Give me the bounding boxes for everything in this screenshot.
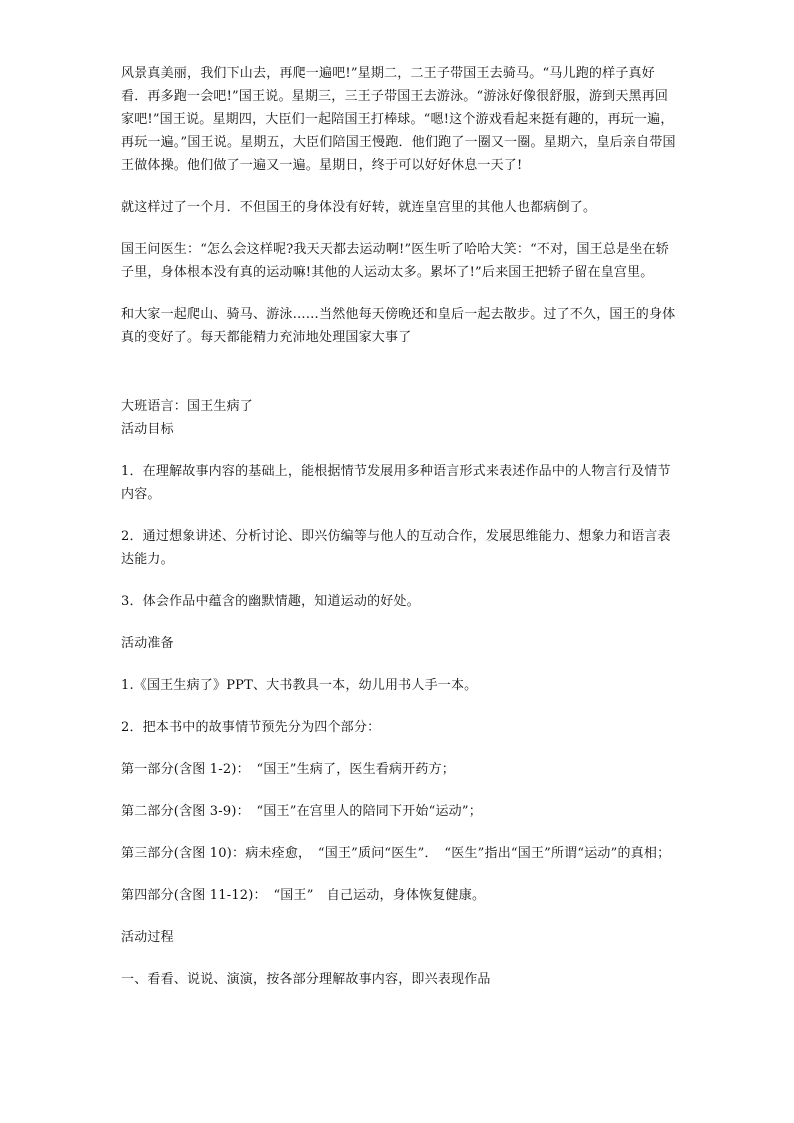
- story-paragraph-2: 就这样过了一个月．不但国王的身体没有好转，就连皇宫里的其他人也都病倒了。: [121, 200, 597, 215]
- goals-heading: 活动目标: [121, 422, 174, 437]
- process-step-1: 一、看看、说说、演演，按各部分理解故事内容，即兴表现作品: [121, 972, 491, 987]
- story-part-1: 第一部分(含图 1-2)： “国王”生病了，医生看病开药方；: [121, 762, 456, 777]
- goal-item-1: 1．在理解故事内容的基础上，能根据情节发展用多种语言形式来表述作品中的人物言行及情节内容。: [121, 464, 671, 502]
- story-part-3: 第三部分(含图 10)：病未痊愈， “国王”质问“医生”． “医生”指出“国王”所谓“运动”的真相；: [121, 846, 671, 861]
- story-part-4: 第四部分(含图 11-12)： “国王” 自己运动，身体恢复健康。: [121, 888, 486, 903]
- prep-heading: 活动准备: [121, 636, 174, 651]
- story-paragraph-1: 风景真美丽，我们下山去，再爬一遍吧!”星期二，二王子带国王去骑马。“马儿跑的样子真好看．再多跑一会吧!”国王说。星期三，三王子带国王去游泳。“游泳好像很舒服，游到天黑再回家吧!”国王说。星期四，大臣们一起陪国王打棒球。“嗯!这个游戏看起来挺有趣的，再玩一遍，再玩一遍。”国王说。星期五，大臣们陪国王慢跑．他们跑了一圈又一圈。星期六，皇后亲自带国王做体操。他们做了一遍又一遍。星期日，终于可以好好休息一天了!: [121, 66, 676, 173]
- goal-item-3: 3．体会作品中蕴含的幽默情趣，知道运动的好处。: [121, 594, 420, 609]
- story-part-2: 第二部分(含图 3-9)： “国王”在宫里人的陪同下开始“运动”；: [121, 804, 482, 819]
- story-paragraph-4: 和大家一起爬山、骑马、游泳……当然他每天傍晚还和皇后一起去散步。过了不久，国王的身体真的变好了。每天都能精力充沛地处理国家大事了: [121, 307, 676, 345]
- process-heading: 活动过程: [121, 930, 174, 945]
- prep-item-1: 1.《国王生病了》PPT、大书教具一本，幼儿用书人手一本。: [121, 678, 478, 693]
- story-paragraph-3: 国王问医生：“怎么会这样呢?我天天都去运动啊!”医生听了哈哈大笑：“不对，国王总是坐在轿子里，身体根本没有真的运动嘛!其他的人运动太多。累坏了!”后来国王把轿子留在皇宫里。: [121, 242, 669, 280]
- prep-item-2: 2．把本书中的故事情节预先分为四个部分：: [121, 720, 381, 735]
- goal-item-2: 2．通过想象讲述、分析讨论、即兴仿编等与他人的互动合作，发展思维能力、想象力和语言表达能力。: [121, 529, 671, 567]
- lesson-title: 大班语言：国王生病了: [121, 399, 254, 414]
